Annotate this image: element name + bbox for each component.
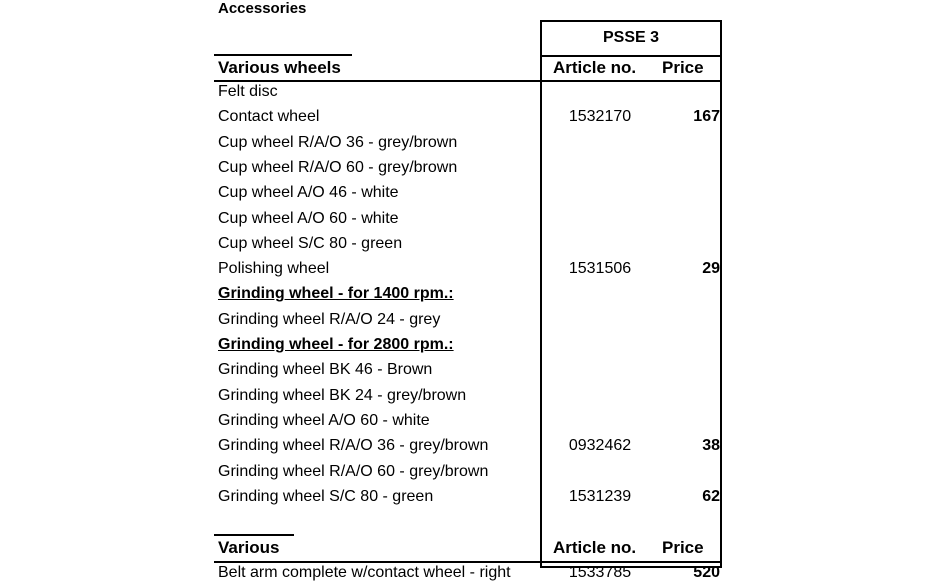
item-name: Contact wheel xyxy=(218,108,320,126)
item-article-no: 1531506 xyxy=(568,260,632,278)
section-heading-various: Various xyxy=(218,538,280,557)
list-subheading: Grinding wheel - for 2800 rpm.: xyxy=(218,336,454,353)
item-name: Grinding wheel R/A/O 24 - grey xyxy=(218,310,441,328)
item-name: Grinding wheel R/A/O 36 - grey/brown xyxy=(218,437,489,455)
item-name: Cup wheel A/O 46 - white xyxy=(218,184,399,202)
column-header-price: Price xyxy=(662,58,704,77)
section-heading-rule xyxy=(214,54,352,56)
item-name: Grinding wheel A/O 60 - white xyxy=(218,411,430,429)
item-article-no: 0932462 xyxy=(568,437,632,455)
item-name: Cup wheel A/O 60 - white xyxy=(218,209,399,227)
item-name: Grinding wheel R/A/O 60 - grey/brown xyxy=(218,462,489,480)
item-name: Grinding wheel BK 46 - Brown xyxy=(218,361,433,379)
item-name: Cup wheel S/C 80 - green xyxy=(218,234,403,252)
model-header-divider xyxy=(540,55,722,57)
section2-header-underline xyxy=(214,561,722,563)
item-name: Felt disc xyxy=(218,83,278,100)
column-header-article-2: Article no. xyxy=(553,538,637,557)
page-title: Accessories xyxy=(218,0,307,17)
item-name: Belt arm complete w/contact wheel - right xyxy=(218,564,511,581)
item-name: Grinding wheel BK 24 - grey/brown xyxy=(218,386,467,404)
item-name: Grinding wheel S/C 80 - green xyxy=(218,487,434,505)
section-heading-various-wheels: Various wheels xyxy=(218,58,341,77)
item-price: 167 xyxy=(693,108,720,126)
model-column-box xyxy=(540,20,722,568)
column-header-article: Article no. xyxy=(553,58,637,77)
section-header-underline xyxy=(214,80,722,82)
item-name: Cup wheel R/A/O 60 - grey/brown xyxy=(218,158,458,176)
item-price: 520 xyxy=(693,564,720,581)
item-name: Cup wheel R/A/O 36 - grey/brown xyxy=(218,133,458,151)
item-article-no: 1533785 xyxy=(568,564,632,581)
item-article-no: 1531239 xyxy=(568,487,632,505)
item-article-no: 1532170 xyxy=(568,108,632,126)
item-price: 62 xyxy=(702,487,720,505)
model-name: PSSE 3 xyxy=(602,29,660,46)
column-header-price-2: Price xyxy=(662,538,704,557)
item-price: 29 xyxy=(702,260,720,278)
section2-heading-rule xyxy=(214,534,294,536)
item-price: 38 xyxy=(702,437,720,455)
list-subheading: Grinding wheel - for 1400 rpm.: xyxy=(218,285,454,303)
item-name: Polishing wheel xyxy=(218,260,330,278)
